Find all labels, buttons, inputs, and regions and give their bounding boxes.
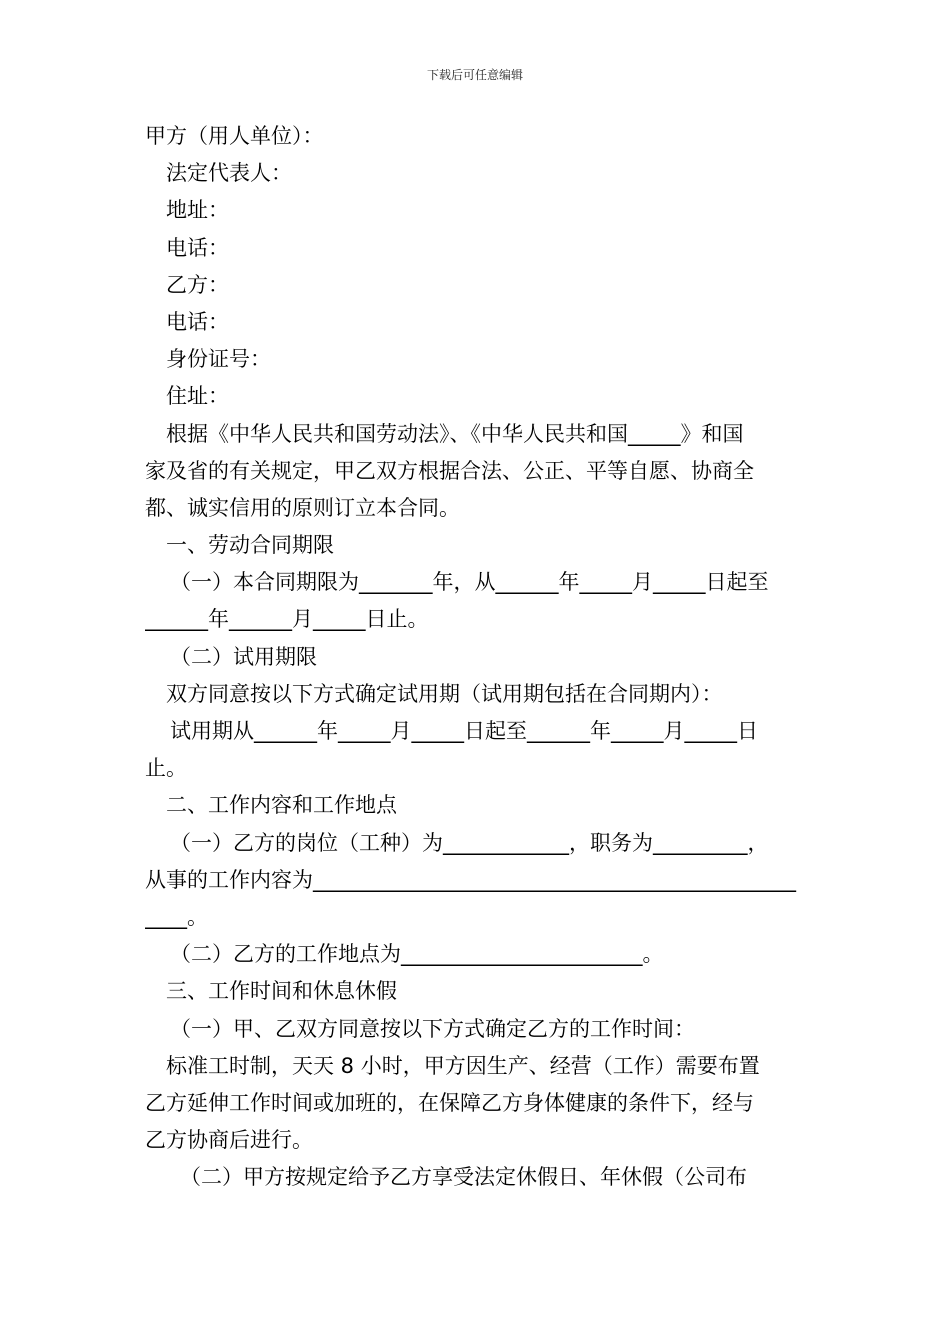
clause-line: （二）试用期限	[170, 644, 317, 669]
clause-line: 止。	[145, 756, 187, 781]
residence-line: 住址：	[166, 384, 229, 409]
clause-line: ______年______月_____日止。	[145, 607, 429, 632]
party-b-line: 乙方：	[166, 272, 229, 297]
section-heading: 一、劳动合同期限	[166, 533, 334, 558]
section-heading: 三、工作时间和休息休假	[166, 979, 397, 1004]
phone-line: 电话：	[166, 235, 229, 260]
contract-body	[145, 118, 810, 1196]
clause-line: ____。	[145, 904, 208, 929]
clause-line: 标准工时制，天天 8 小时，甲方因生产、经营（工作）需要布置	[166, 1053, 760, 1078]
legal-representative-line: 法定代表人：	[166, 161, 292, 186]
clause-line: （一）甲、乙双方同意按以下方式确定乙方的工作时间：	[170, 1016, 695, 1041]
preamble-line: 家及省的有关规定，甲乙双方根据合法、公正、平等自愿、协商全	[145, 458, 754, 483]
clause-line: 乙方协商后进行。	[145, 1128, 313, 1153]
section-heading: 二、工作内容和工作地点	[166, 793, 397, 818]
page-header: 下载后可任意编辑	[426, 68, 523, 82]
clause-line: （二）甲方按规定给予乙方享受法定休假日、年休假（公司布	[180, 1165, 747, 1190]
clause-line: （二）乙方的工作地点为_______________________。	[170, 942, 664, 967]
clause-line: 试用期从______年_____月_____日起至______年_____月_____日	[170, 719, 758, 743]
id-number-line: 身份证号：	[166, 347, 271, 372]
clause-line: （一）乙方的岗位（工种）为____________，职务为_________，	[170, 830, 769, 855]
clause-line: 乙方延伸工作时间或加班的，在保障乙方身体健康的条件下，经与	[145, 1090, 754, 1115]
clause-line: 双方同意按以下方式确定试用期（试用期包括在合同期内）：	[166, 681, 723, 706]
preamble-line: 都、诚实信用的原则订立本合同。	[145, 495, 460, 520]
preamble-line: 根据《中华人民共和国劳动法》、《中华人民共和国_____》和国	[166, 421, 744, 446]
party-b-phone-line: 电话：	[166, 309, 229, 334]
clause-line: 从事的工作内容为______________________________________________	[145, 867, 796, 892]
clause-line: （一）本合同期限为_______年，从______年_____月_____日起至	[170, 570, 769, 595]
party-a-line: 甲方（用人单位）：	[145, 124, 324, 148]
address-line: 地址：	[166, 198, 229, 223]
